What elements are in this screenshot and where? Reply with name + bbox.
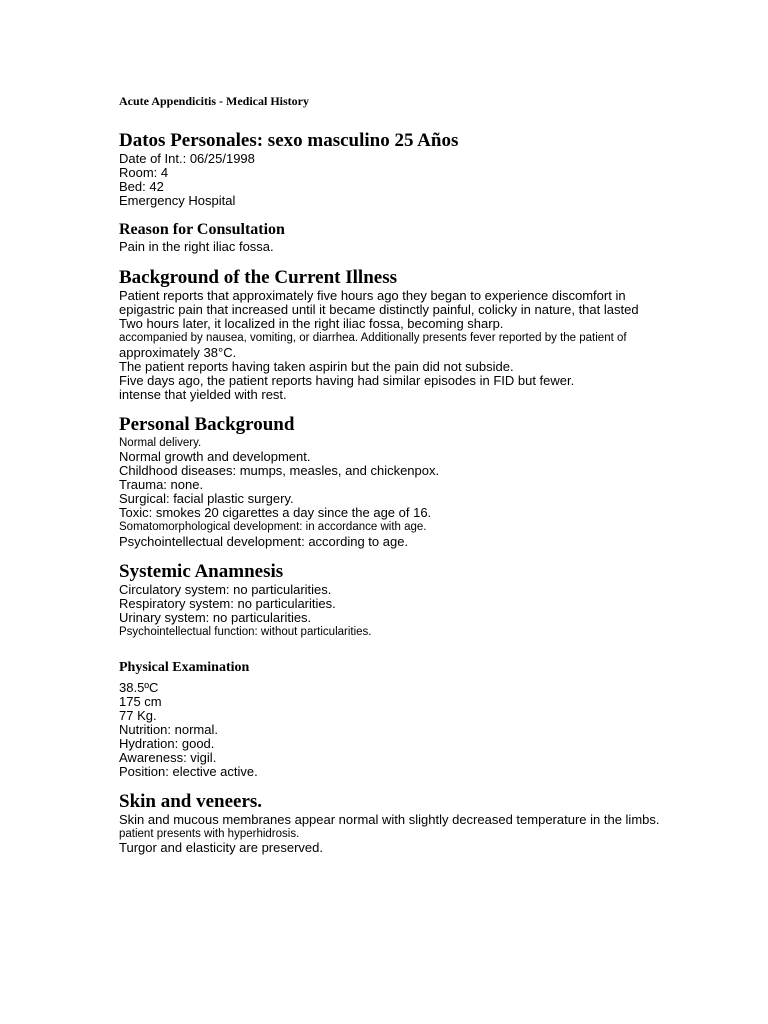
section-heading-personal-background: Personal Background [119,414,295,435]
section-skin-and-veneers [119,791,719,855]
section-heading-reason: Reason for Consultation [119,221,285,238]
illness-line: approximately 38°C. [119,345,237,360]
awareness-line: Awareness: vigil. [119,750,217,765]
systemic-line: Respiratory system: no particularities. [119,596,336,611]
personal-background-line: Normal growth and development. [119,449,311,464]
weight-value: 77 Kg. [119,708,157,723]
personal-background-line: Toxic: smokes 20 cigarettes a day since the age of 16. [119,505,432,520]
section-heading-personal-data: Datos Personales: sexo masculino 25 Años [119,130,459,151]
medical-history-document [119,94,719,855]
personal-background-line: Somatomorphological development: in accordance with age. [119,521,427,533]
section-heading-current-illness: Background of the Current Illness [119,267,397,288]
temperature-value: 38.5ºC [119,680,159,695]
systemic-line: Urinary system: no particularities. [119,610,312,625]
admission-date: Date of Int.: 06/25/1998 [119,151,255,166]
bed-number: Bed: 42 [119,179,164,194]
illness-line: The patient reports having taken aspirin but the pain did not subside. [119,359,514,374]
position-line: Position: elective active. [119,764,258,779]
personal-background-line: Normal delivery. [119,437,202,449]
nutrition-line: Nutrition: normal. [119,722,218,737]
illness-line: Five days ago, the patient reports having had similar episodes in FID but fewer. [119,373,575,388]
room-number: Room: 4 [119,165,169,180]
skin-line: Turgor and elasticity are preserved. [119,840,324,855]
section-systemic-anamnesis [119,561,719,639]
hospital-name: Emergency Hospital [119,193,236,208]
section-physical-examination [119,659,719,779]
skin-line: patient presents with hyperhidrosis. [119,828,300,840]
personal-background-line: Childhood diseases: mumps, measles, and chickenpox. [119,463,440,478]
personal-background-line: Psychointellectual development: according to age. [119,534,409,549]
section-reason-for-consultation [119,220,719,254]
personal-background-line: Surgical: facial plastic surgery. [119,491,294,506]
document-title: Acute Appendicitis - Medical History [119,94,309,108]
illness-line: Two hours later, it localized in the right iliac fossa, becoming sharp. [119,316,504,331]
section-heading-skin: Skin and veneers. [119,791,263,812]
height-value: 175 cm [119,694,162,709]
reason-text: Pain in the right iliac fossa. [119,239,274,254]
section-personal-data [119,130,719,208]
illness-line: accompanied by nausea, vomiting, or diarrhea. Additionally presents fever reported by the patient of [119,332,627,344]
systemic-line: Psychointellectual function: without particularities. [119,626,372,638]
illness-line: Patient reports that approximately five hours ago they began to experience discomfort in [119,288,626,303]
skin-line: Skin and mucous membranes appear normal with slightly decreased temperature in the limbs. [119,812,660,827]
illness-line: intense that yielded with rest. [119,387,287,402]
section-personal-background [119,414,719,549]
illness-line: epigastric pain that increased until it became distinctly painful, colicky in nature, that lasted [119,302,639,317]
section-heading-systemic-anamnesis: Systemic Anamnesis [119,561,284,582]
hydration-line: Hydration: good. [119,736,215,751]
section-heading-physical-examination: Physical Examination [119,660,250,675]
section-current-illness [119,267,719,402]
personal-background-line: Trauma: none. [119,477,204,492]
systemic-line: Circulatory system: no particularities. [119,582,332,597]
